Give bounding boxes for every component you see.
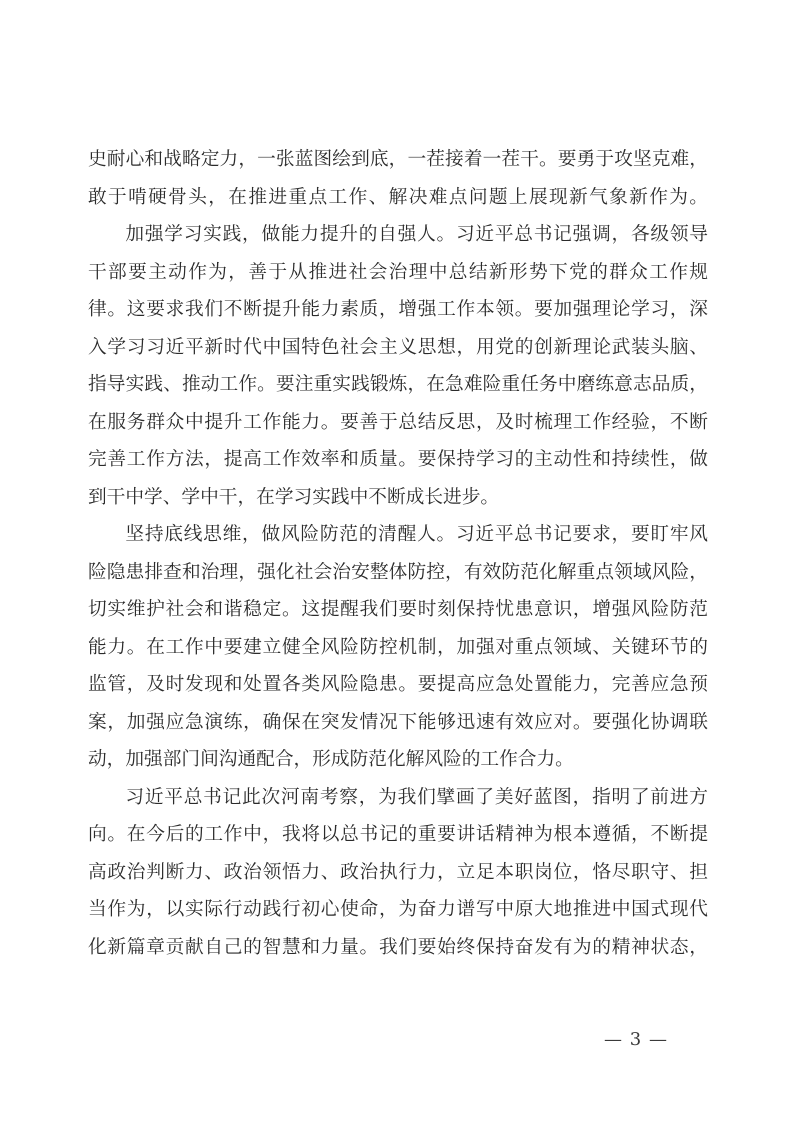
text-line: 史耐心和战略定力，一张蓝图绘到底，一茬接着一茬干。要勇于攻坚克难， bbox=[88, 149, 708, 170]
text-line: 律。这要求我们不断提升能力素质，增强工作本领。要加强理论学习，深 bbox=[88, 299, 708, 320]
text-line: 加强学习实践，做能力提升的自强人。习近平总书记强调，各级领导 bbox=[125, 224, 708, 245]
text-line: 敢于啃硬骨头，在推进重点工作、解决难点问题上展现新气象新作为。 bbox=[88, 186, 708, 208]
text-line: 案，加强应急演练，确保在突发情况下能够迅速有效应对。要强化协调联 bbox=[88, 711, 708, 733]
text-line: 切实维护社会和谐稳定。这提醒我们要时刻保持忧患意识，增强风险防范 bbox=[88, 599, 708, 620]
text-line: 入学习习近平新时代中国特色社会主义思想，用党的创新理论武装头脑、 bbox=[88, 336, 708, 358]
text-line: 监管，及时发现和处置各类风险隐患。要提高应急处置能力，完善应急预 bbox=[88, 674, 708, 695]
text-line: 向。在今后的工作中，我将以总书记的重要讲话精神为根本遵循，不断提 bbox=[88, 824, 708, 845]
text-line: 险隐患排查和治理，强化社会治安整体防控，有效防范化解重点领域风险， bbox=[88, 561, 708, 583]
text-line: 指导实践、推动工作。要注重实践锻炼，在急难险重任务中磨练意志品质， bbox=[88, 374, 708, 395]
page-number: — 3 — bbox=[604, 1029, 668, 1050]
text-line: 动，加强部门间沟通配合，形成防范化解风险的工作合力。 bbox=[88, 749, 574, 770]
text-line: 到干中学、学中干，在学习实践中不断成长进步。 bbox=[88, 486, 500, 508]
text-line: 当作为，以实际行动践行初心使命，为奋力谱写中原大地推进中国式现代 bbox=[88, 899, 708, 920]
text-line: 干部要主动作为，善于从推进社会治理中总结新形势下党的群众工作规 bbox=[88, 261, 708, 283]
text-line: 坚持底线思维，做风险防范的清醒人。习近平总书记要求，要盯牢风 bbox=[125, 524, 708, 545]
text-line: 完善工作方法，提高工作效率和质量。要保持学习的主动性和持续性，做 bbox=[88, 449, 708, 470]
text-line: 习近平总书记此次河南考察，为我们擘画了美好蓝图，指明了前进方 bbox=[125, 786, 708, 808]
text-line: 能力。在工作中要建立健全风险防控机制，加强对重点领域、关键环节的 bbox=[88, 636, 708, 658]
document-body bbox=[88, 141, 708, 966]
text-line: 高政治判断力、政治领悟力、政治执行力，立足本职岗位，恪尽职守、担 bbox=[88, 861, 708, 883]
text-line: 在服务群众中提升工作能力。要善于总结反思，及时梳理工作经验，不断 bbox=[88, 411, 708, 433]
text-line: 化新篇章贡献自己的智慧和力量。我们要始终保持奋发有为的精神状态， bbox=[88, 936, 708, 958]
